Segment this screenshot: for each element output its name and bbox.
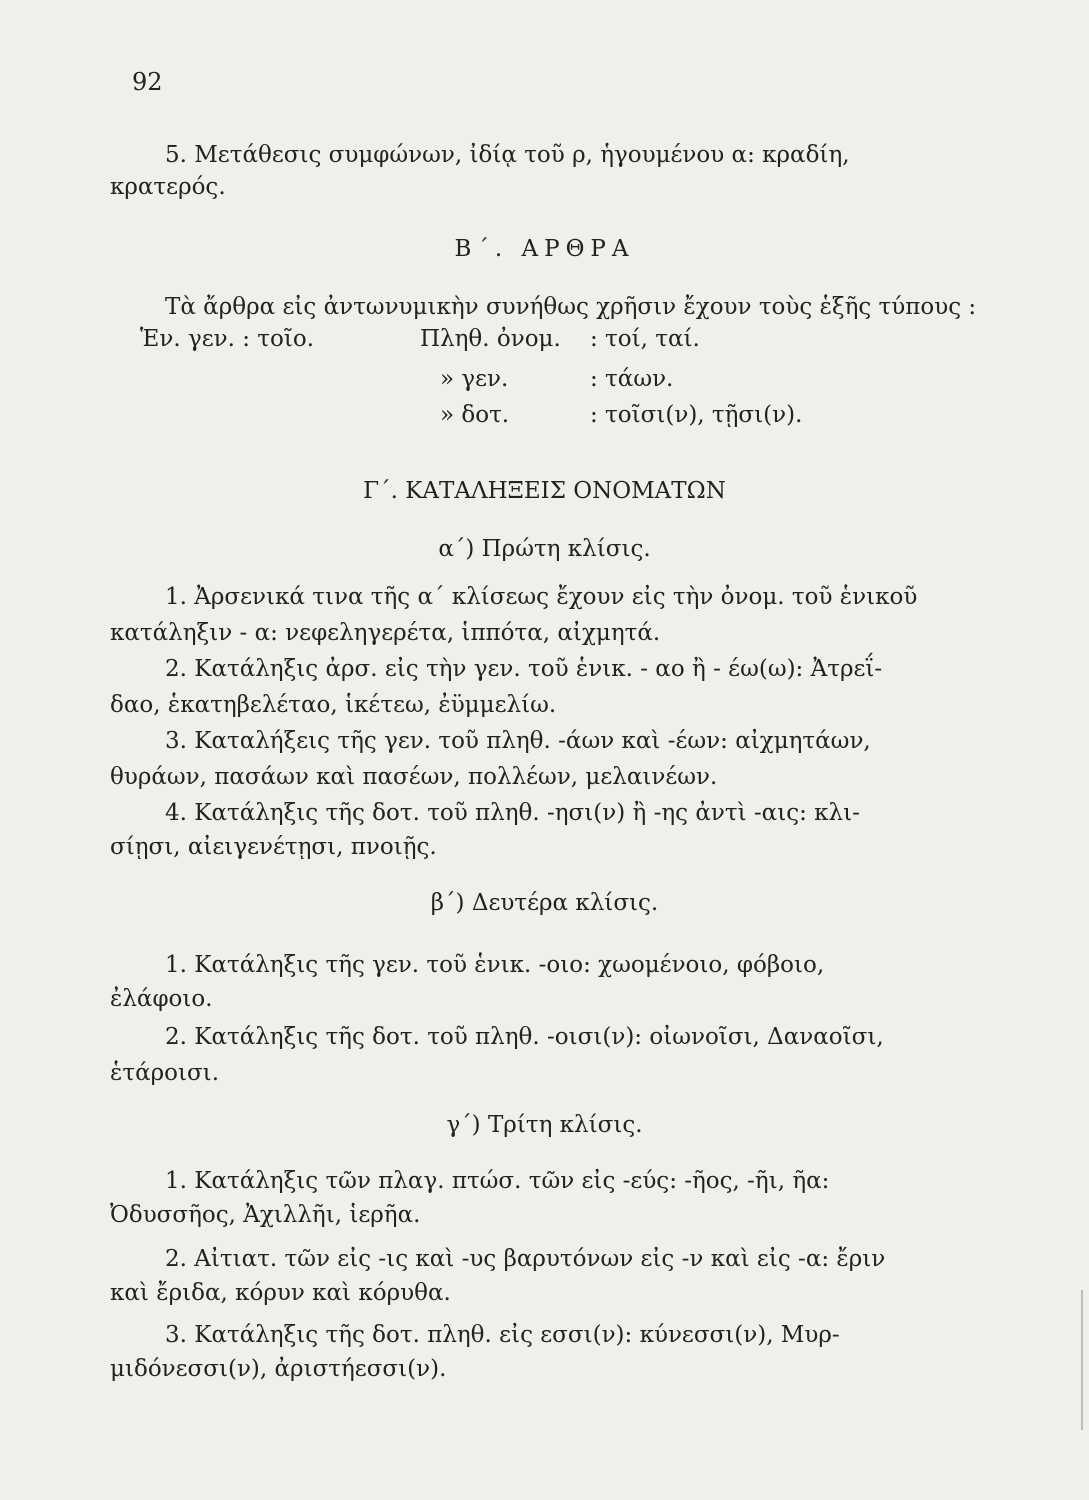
- first-decl-line6: θυράων, πασάων καὶ πασέων, πολλέων, μελαινέων.: [110, 764, 718, 790]
- second-decl-line3: 2. Κατάληξις τῆς δοτ. τοῦ πληθ. -οισι(ν): οἰωνοῖσι, Δαναοῖσι,: [165, 1024, 884, 1050]
- item5-line1: 5. Μετάθεσις συμφώνων, ἰδίᾳ τοῦ ρ, ἡγουμένου α: κραδίη,: [165, 142, 850, 168]
- table-row1-right: : τοί, ταί.: [590, 326, 700, 352]
- table-row3-mid: » δοτ.: [440, 402, 510, 428]
- third-declension-heading: γ΄) Τρίτη κλίσις.: [446, 1112, 643, 1138]
- page-number: 92: [132, 68, 163, 96]
- first-decl-line5: 3. Καταλήξεις τῆς γεν. τοῦ πληθ. -άων καὶ -έων: αἰχμητάων,: [165, 728, 871, 754]
- section-b-title: Β΄. ΑΡΘΡΑ: [454, 236, 635, 262]
- second-declension-heading: β΄) Δευτέρα κλίσις.: [430, 890, 659, 916]
- third-decl-line6: μιδόνεσσι(ν), ἀριστήεσσι(ν).: [110, 1356, 447, 1382]
- first-decl-line2: κατάληξιν - α: νεφεληγερέτα, ἱππότα, αἰχμητά.: [110, 620, 661, 646]
- section-c-title: Γ΄. ΚΑΤΑΛΗΞΕΙΣ ΟΝΟΜΑΤΩΝ: [363, 478, 726, 504]
- third-decl-line1: 1. Κατάληξις τῶν πλαγ. πτώσ. τῶν εἰς -εύς: -ῆος, -ῆι, ῆα:: [165, 1168, 830, 1194]
- table-row1-left: Ἑν. γεν. : τοῖο.: [140, 326, 315, 352]
- third-decl-line5: 3. Κατάληξις τῆς δοτ. πληθ. εἰς εσσι(ν): κύνεσσι(ν), Μυρ-: [165, 1322, 840, 1348]
- table-row1-mid: Πληθ. ὀνομ.: [420, 326, 561, 352]
- first-decl-line3: 2. Κατάληξις ἀρσ. εἰς τὴν γεν. τοῦ ἑνικ. - αο ἢ - έω(ω): Ἀτρεΐ-: [165, 656, 883, 682]
- first-declension-heading: α΄) Πρώτη κλίσις.: [438, 536, 651, 562]
- scan-edge-line: [1081, 1290, 1083, 1430]
- first-decl-line1: 1. Ἀρσενικά τινα τῆς α΄ κλίσεως ἔχουν εἰς τὴν ὀνομ. τοῦ ἑνικοῦ: [165, 584, 918, 610]
- item5-line2: κρατερός.: [110, 174, 226, 200]
- third-decl-line3: 2. Αἰτιατ. τῶν εἰς -ις καὶ -υς βαρυτόνων εἰς -ν καὶ εἰς -α: ἔριν: [165, 1246, 886, 1272]
- first-decl-line4: δαο, ἑκατηβελέταο, ἱκέτεω, ἐϋμμελίω.: [110, 692, 557, 718]
- second-decl-line2: ἐλάφοιο.: [110, 986, 213, 1012]
- third-decl-line4: καὶ ἔριδα, κόρυν καὶ κόρυθα.: [110, 1280, 451, 1306]
- table-row2-right: : τάων.: [590, 366, 674, 392]
- table-row2-mid: » γεν.: [440, 366, 509, 392]
- section-b-intro: Τὰ ἄρθρα εἰς ἀντωνυμικὴν συνήθως χρῆσιν ἔχουν τοὺς ἑξῆς τύπους :: [165, 294, 977, 320]
- second-decl-line1: 1. Κατάληξις τῆς γεν. τοῦ ἑνικ. -οιο: χωομένοιο, φόβοιο,: [165, 952, 825, 978]
- first-decl-line8: σίῃσι, αἰειγενέτῃσι, πνοιῇς.: [110, 834, 437, 860]
- second-decl-line4: ἑτάροισι.: [110, 1060, 220, 1086]
- table-row3-right: : τοῖσι(ν), τῇσι(ν).: [590, 402, 803, 428]
- first-decl-line7: 4. Κατάληξις τῆς δοτ. τοῦ πληθ. -ησι(ν) ἢ -ης ἀντὶ -αις: κλι-: [165, 800, 860, 826]
- third-decl-line2: Ὀδυσσῆος, Ἀχιλλῆι, ἱερῆα.: [110, 1202, 421, 1228]
